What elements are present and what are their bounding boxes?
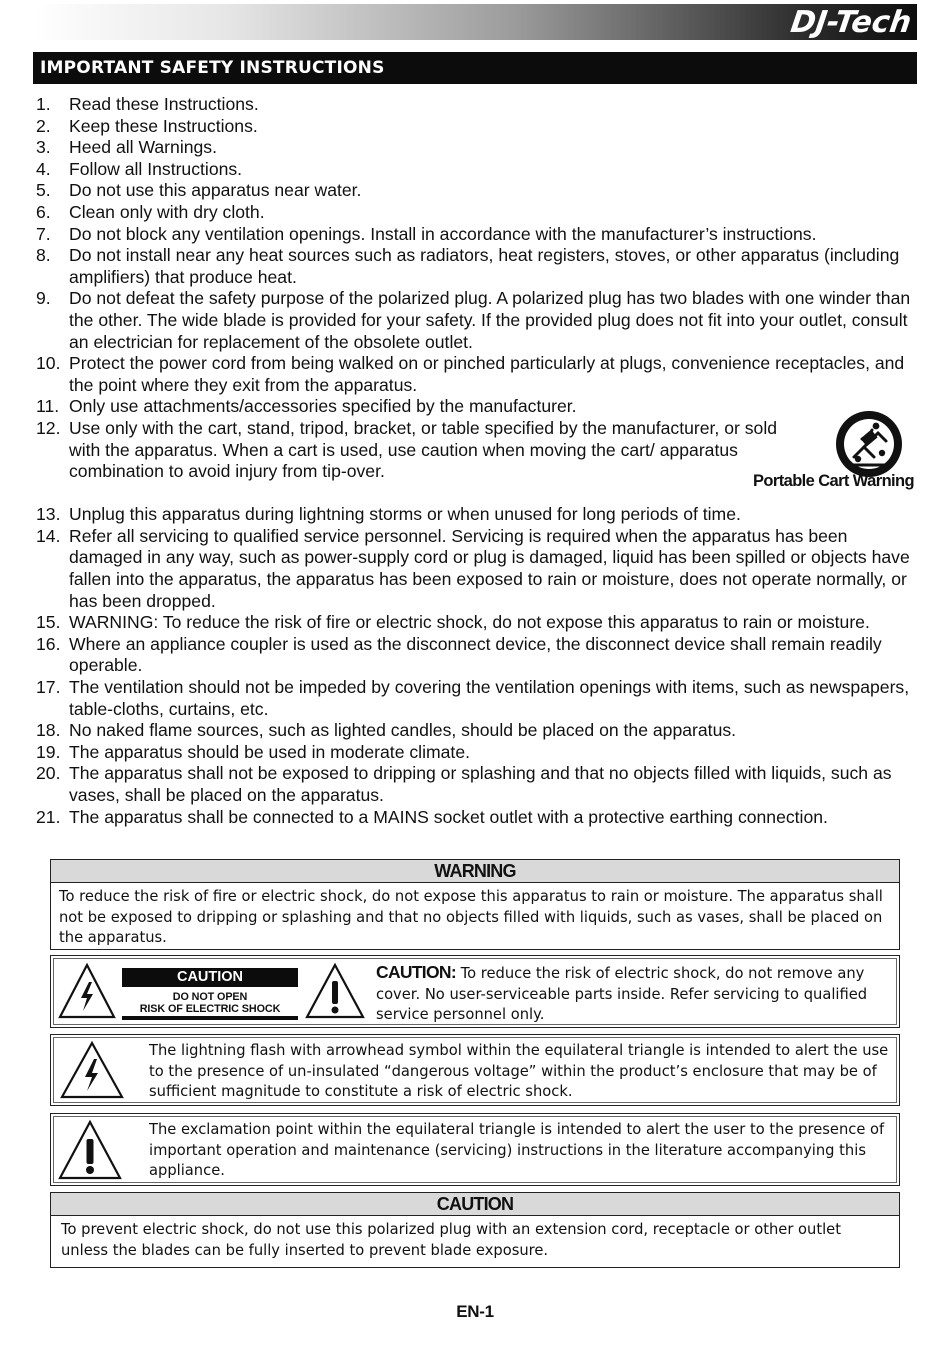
instruction-text: Follow all Instructions. [69,158,243,179]
exclamation-symbol-box [50,1113,900,1186]
section-title: IMPORTANT SAFETY INSTRUCTIONS [33,52,917,84]
warning-box [50,859,900,950]
instruction-item [36,288,920,353]
instruction-number: 11. [36,396,60,417]
instruction-number: 10. [36,353,61,374]
exclamation-symbol-text: The exclamation point within the equilateral triangle is intended to alert the user to the presence of important operation and maintenance (servicing) instructions in the literature accompanying this appliance. [149,1121,885,1180]
instruction-item [36,612,920,634]
instruction-text: Heed all Warnings. [69,137,217,158]
caution-panel-line1: DO NOT OPEN [172,991,248,1003]
instruction-text: Use only with the cart, stand, tripod, bracket, or table specified by the manufacturer, or sold with the apparatus. When a cart is used, use caution when moving the cart/ apparatus combination to avoid injury from tip-over. [69,417,778,482]
caution-description: To reduce the risk of electric shock, do not remove any cover. No user-serviceable parts inside. Refer servicing to qualified service personnel only. [376,965,868,1024]
instruction-text: Do not block any ventilation openings. Install in accordance with the manufacturer’s instructions. [69,223,817,244]
instruction-number: 17. [36,677,61,698]
instruction-item [36,742,920,764]
caution-plug-box [50,1192,900,1268]
exclamation-triangle-icon [304,962,366,1020]
instruction-item [36,526,920,612]
caution-plug-text: To prevent electric shock, do not use this polarized plug with an extension cord, receptacle or other outlet unless the blades can be fully inserted to prevent blade exposure. [61,1221,841,1259]
lightning-symbol-text: The lightning flash with arrowhead symbol within the equilateral triangle is intended to alert the use to the presence of un-insulated “dangerous voltage” within the product’s enclosure that may be of sufficient magnitude to constitute a risk of electric shock. [149,1042,889,1101]
cart-warning-caption: Portable Cart Warning [753,471,914,490]
instruction-number: 20. [36,763,61,784]
instruction-number: 18. [36,720,61,741]
instruction-text: The apparatus shall be connected to a MAINS socket outlet with a protective earthing connection. [69,806,828,827]
instruction-text: Do not install near any heat sources such as radiators, heat registers, stoves, or other apparatus (including amplifiers) that produce heat. [69,245,900,287]
instruction-item [36,94,920,116]
instruction-number: 19. [36,741,61,762]
instruction-number: 21. [36,806,61,827]
instruction-text: Keep these Instructions. [69,115,258,136]
instruction-number: 16. [36,633,61,654]
caution-word: CAUTION: [376,962,456,982]
warning-box-text: To reduce the risk of fire or electric shock, do not expose this apparatus to rain or moisture. The apparatus shall not be exposed to dripping or splashing and that no objects filled with liquids, such as vases, shall be placed on the apparatus. [59,888,883,947]
caution-label-text [376,962,896,1026]
instruction-item [36,180,920,202]
instruction-item [36,418,920,504]
instruction-number: 2. [36,115,51,136]
instruction-number: 7. [36,223,51,244]
instruction-text: Where an appliance coupler is used as the disconnect device, the disconnect device shall remain readily operable. [69,633,882,676]
warning-box-title: WARNING [51,860,899,883]
instruction-number: 5. [36,180,51,201]
instruction-text: The apparatus should be used in moderate climate. [69,741,470,762]
instruction-text: Protect the power cord from being walked on or pinched particularly at plugs, convenience receptacles, and the point where they exit from the apparatus. [69,353,905,395]
instruction-item [36,137,920,159]
caution-panel-line2: RISK OF ELECTRIC SHOCK [139,1003,281,1015]
caution-label-panel [122,968,298,1020]
instruction-number: 4. [36,158,51,179]
caution-panel-title: CAUTION [122,968,298,987]
instruction-text: Unplug this apparatus during lightning storms or when unused for long periods of time. [69,504,741,525]
instruction-item [36,677,920,720]
instruction-item [36,202,920,224]
header-band [33,4,917,40]
instruction-text: No naked flame sources, such as lighted candles, should be placed on the apparatus. [69,720,737,741]
instruction-text: Refer all servicing to qualified service personnel. Servicing is required when the apparatus has been damaged in any way, such as power-supply cord or plug is damaged, liquid has been spilled or objects have fallen into the apparatus, the apparatus has been exposed to rain or moisture, does not operate normally, or has been dropped. [69,525,910,611]
instruction-item [36,159,920,181]
brand-logo: DJ-Tech [788,5,914,40]
instruction-text: Clean only with dry cloth. [69,201,265,222]
lightning-triangle-icon [57,962,117,1020]
instruction-item [36,396,920,418]
instruction-item [36,807,920,829]
caution-label-box [50,955,900,1028]
instruction-number: 1. [36,94,51,114]
instruction-text: Do not defeat the safety purpose of the polarized plug. A polarized plug has two blades with one winder than the other. The wide blade is provided for your safety. If the provided plug does not fit into your outlet, consult an electrician for replacement of the obsolete outlet. [69,288,911,352]
instruction-item [36,634,920,677]
caution-panel-bar [122,1016,298,1020]
instruction-text: The ventilation should not be impeded by covering the ventilation openings with items, such as newspapers, table-cloths, curtains, etc. [69,677,910,719]
no-cart-tipover-icon [834,409,904,479]
page-number: EN-1 [456,1302,494,1321]
instruction-number: 15. [36,612,61,633]
caution-plug-title: CAUTION [51,1193,899,1216]
instruction-number: 13. [36,504,61,525]
lightning-symbol-box [50,1034,900,1106]
instruction-text: WARNING: To reduce the risk of fire or electric shock, do not expose this apparatus to rain or moisture. [69,612,870,633]
instruction-number: 9. [36,288,51,309]
instruction-item [36,245,920,288]
exclamation-triangle-icon [57,1119,123,1181]
lightning-triangle-icon [59,1040,125,1100]
instruction-text: Do not use this apparatus near water. [69,180,362,201]
instruction-number: 12. [36,417,61,438]
instruction-number: 14. [36,525,61,546]
instruction-text: Read these Instructions. [69,94,259,114]
instruction-item [36,116,920,138]
instruction-text: The apparatus shall not be exposed to dripping or splashing and that no objects filled with liquids, such as vases, shall be placed on the apparatus. [69,763,892,806]
instruction-item [36,763,920,806]
instruction-item [36,224,920,246]
instructions-list [36,94,920,828]
instruction-item [36,720,920,742]
instruction-text: Only use attachments/accessories specified by the manufacturer. [69,396,577,417]
instruction-item [36,353,920,396]
instruction-number: 8. [36,245,51,266]
instruction-item [36,504,920,526]
instruction-number: 6. [36,201,51,222]
instruction-number: 3. [36,137,51,158]
cart-warning [734,418,914,504]
